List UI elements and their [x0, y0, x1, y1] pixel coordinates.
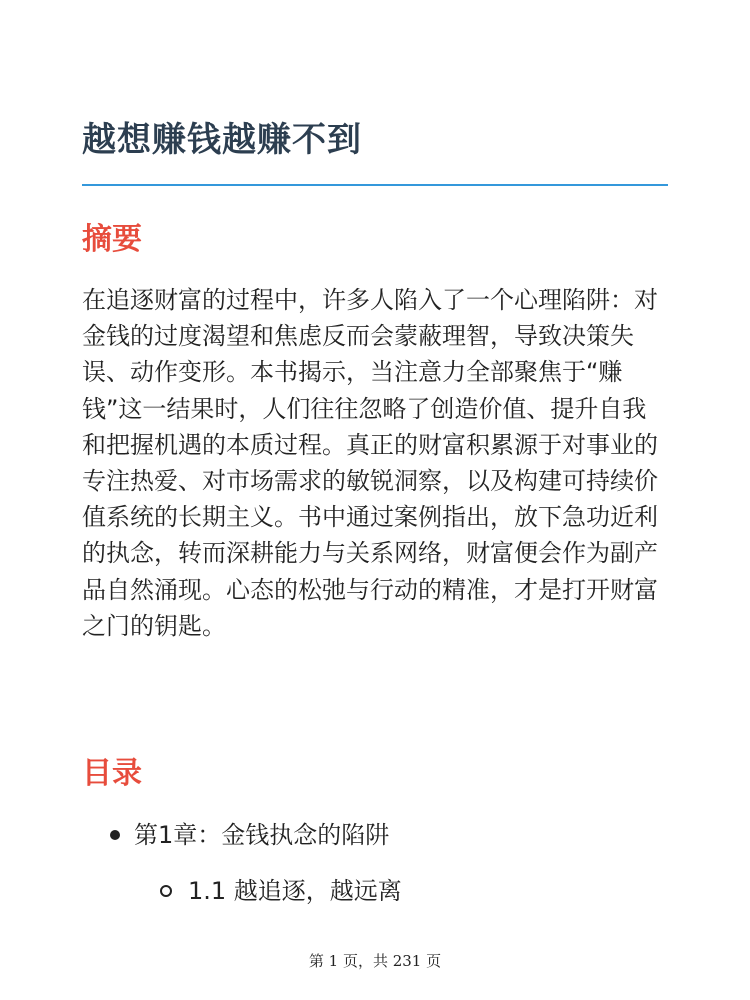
- bullet-disc-icon: [110, 830, 120, 840]
- abstract-body: 在追逐财富的过程中，许多人陷入了一个心理陷阱：对金钱的过度渴望和焦虑反而会蒙蔽理智，导致决策失误、动作变形。本书揭示，当注意力全部聚焦于“赚钱”这一结果时，人们往往忽略了创造价值、提升自我和把握机遇的本质过程。真正的财富积累源于对事业的专注热爱、对市场需求的敏锐洞察，以及构建可持续价值系统的长期主义。书中通过案例指出，放下急功近利的执念，转而深耕能力与关系网络，财富便会作为副产品自然涌现。心态的松弛与行动的精准，才是打开财富之门的钥匙。: [82, 286, 658, 640]
- toc-item-section-1-1[interactable]: [160, 873, 402, 909]
- toc-item-chapter-1[interactable]: [110, 817, 389, 853]
- abstract-heading: 摘要: [82, 222, 142, 257]
- bullet-circle-icon: [160, 885, 172, 897]
- title-divider: [82, 184, 668, 186]
- toc-heading: 目录: [82, 756, 142, 791]
- page-title: 越想赚钱越赚不到: [82, 120, 362, 160]
- page-number-footer: 第 1 页，共 231 页: [308, 952, 442, 970]
- toc-item-label: 第1章：金钱执念的陷阱: [134, 821, 390, 849]
- toc-item-label: 1.1 越追逐，越远离: [188, 877, 402, 905]
